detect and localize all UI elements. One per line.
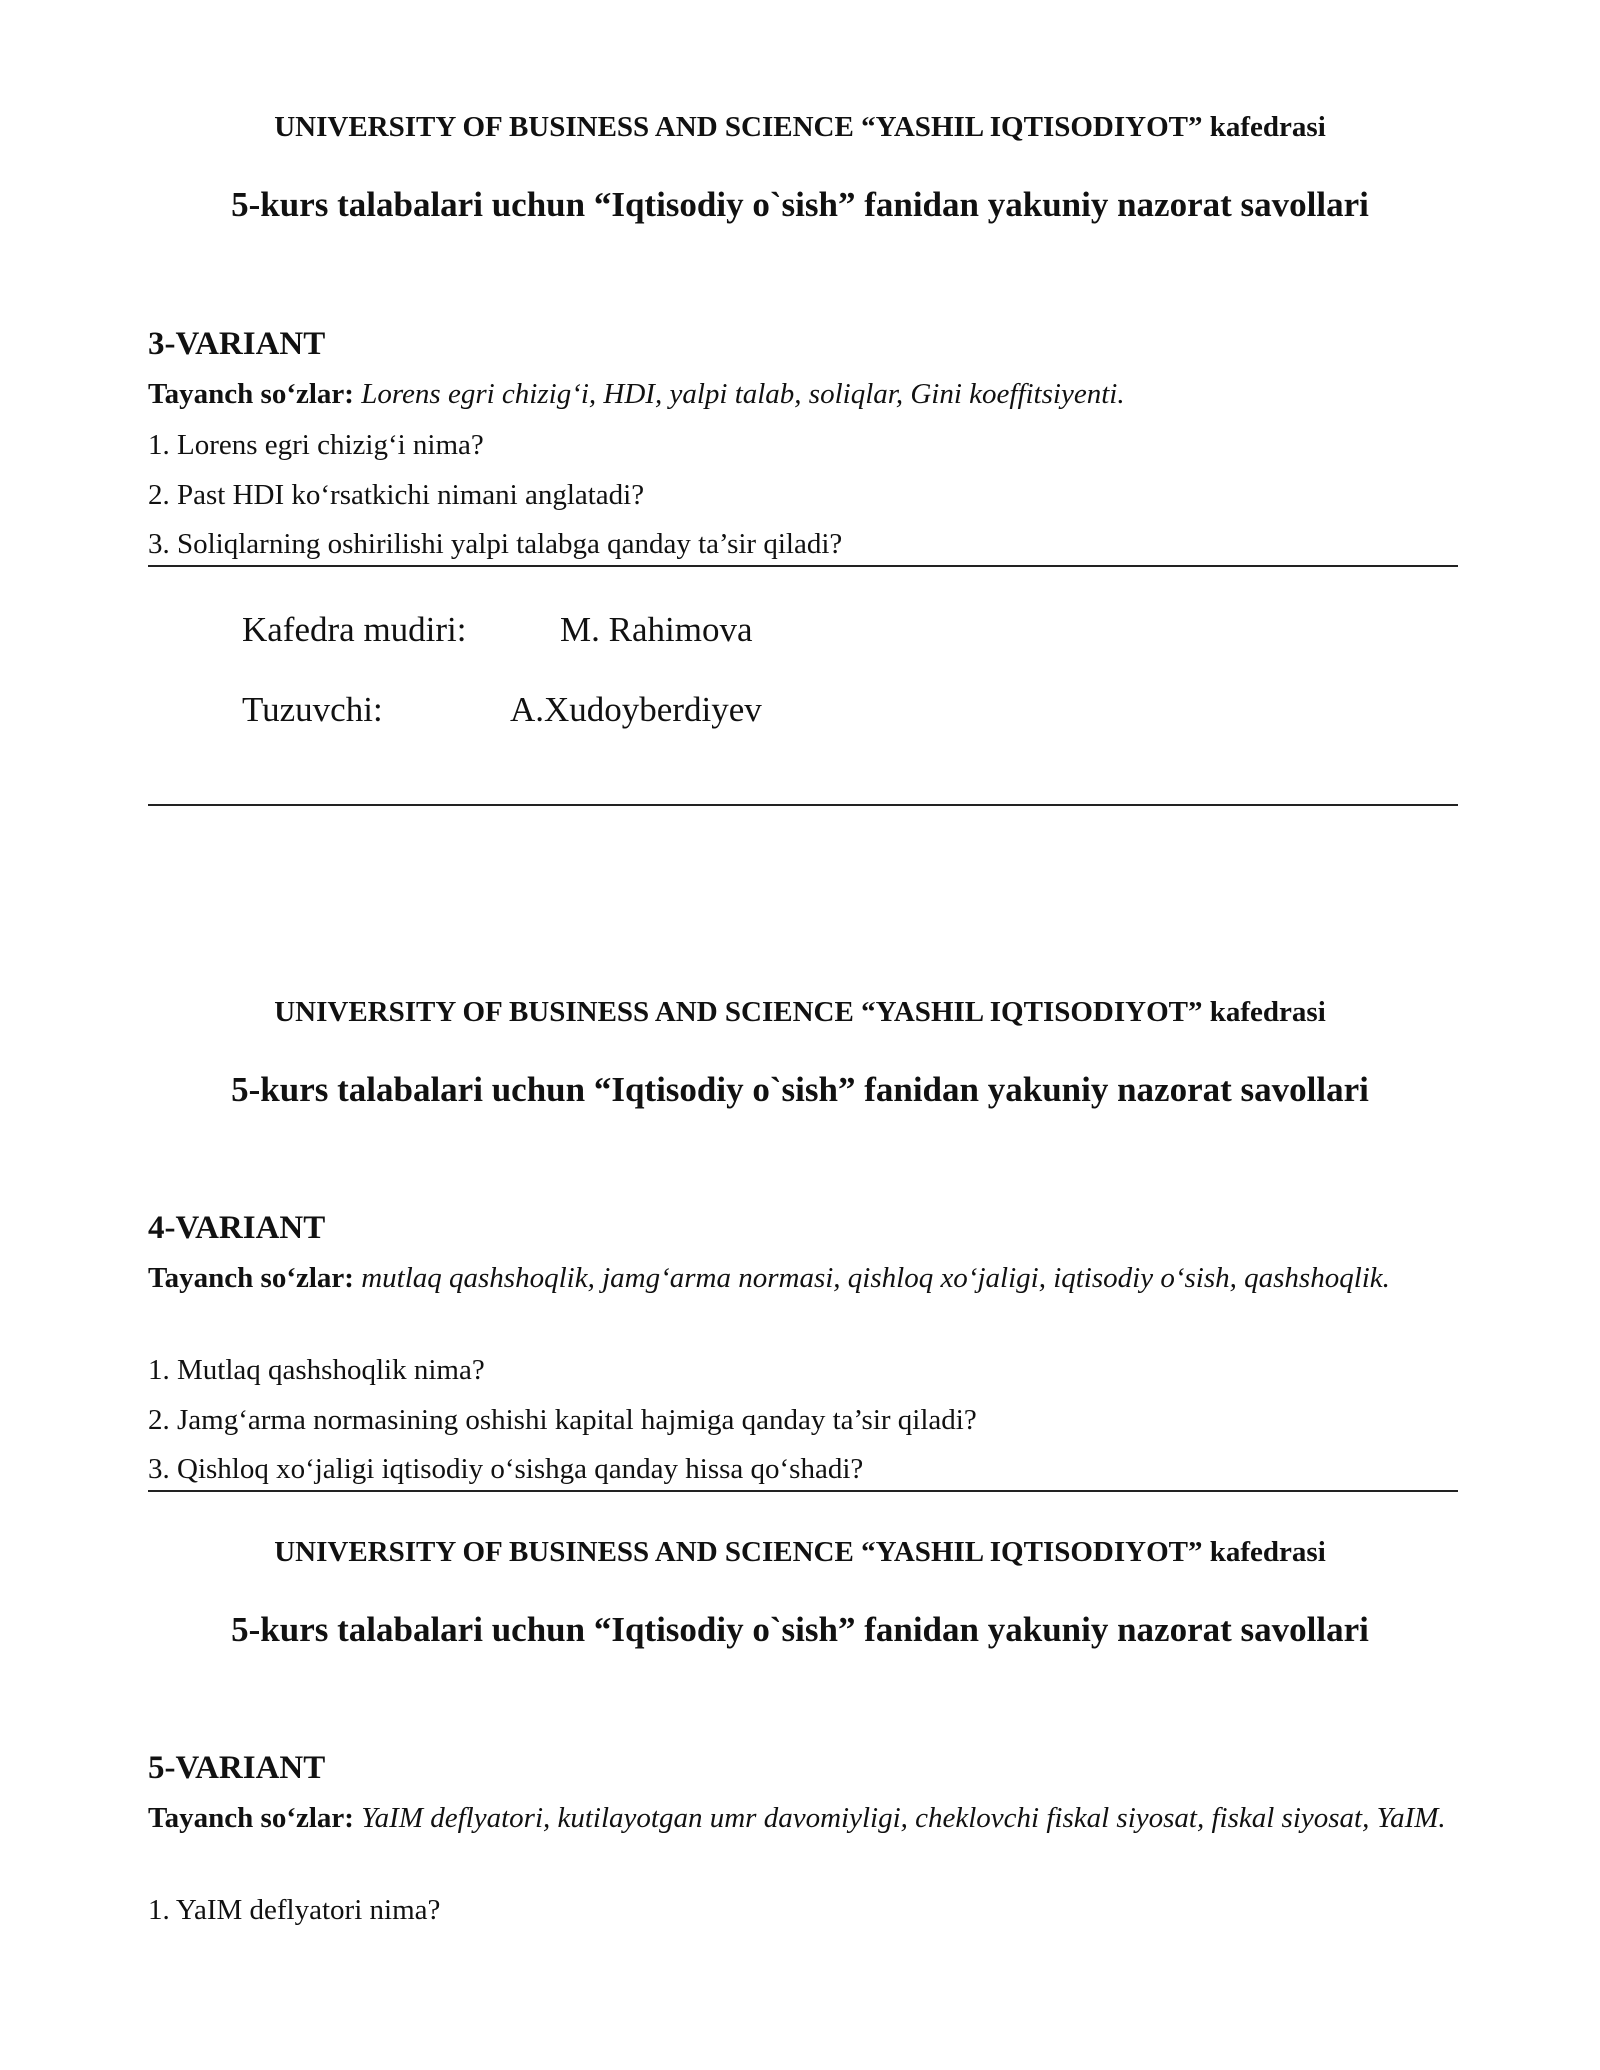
question-item: 2. Past HDI ko‘rsatkichi nimani anglatadi? (148, 479, 645, 511)
question-item: 1. Mutlaq qashshoqlik nima? (148, 1354, 485, 1386)
question-item: 2. Jamg‘arma normasining oshishi kapital hajmiga qanday ta’sir qiladi? (148, 1404, 977, 1436)
keywords-text: YaIM deflyatori, kutilayotgan umr davomiyligi, cheklovchi fiskal siyosat, fiskal siyosat, YaIM. (361, 1802, 1446, 1834)
variant-heading: 5-VARIANT (148, 1750, 326, 1786)
keywords-label: Tayanch so‘zlar: (148, 1262, 354, 1294)
course-title: 5-kurs talabalari uchun “Iqtisodiy o`sish” fanidan yakuniy nazorat savollari (231, 1070, 1369, 1109)
keywords-line (148, 1798, 1458, 1839)
question-item: 3. Soliqlarning oshirilishi yalpi talabga qanday ta’sir qiladi? (148, 528, 843, 560)
course-title: 5-kurs talabalari uchun “Iqtisodiy o`sish” fanidan yakuniy nazorat savollari (231, 185, 1369, 224)
keywords-label: Tayanch so‘zlar: (148, 378, 354, 410)
variant-heading: 3-VARIANT (148, 326, 326, 362)
university-header: UNIVERSITY OF BUSINESS AND SCIENCE “YASHIL IQTISODIYOT” kafedrasi (274, 996, 1326, 1028)
keywords-text: Lorens egri chizig‘i, HDI, yalpi talab, soliqlar, Gini koeffitsiyenti. (361, 378, 1125, 410)
question-item: 1. Lorens egri chizig‘i nima? (148, 429, 484, 461)
question-item: 3. Qishloq xo‘jaligi iqtisodiy o‘sishga qanday hissa qo‘shadi? (148, 1453, 864, 1485)
university-header: UNIVERSITY OF BUSINESS AND SCIENCE “YASHIL IQTISODIYOT” kafedrasi (274, 1536, 1326, 1568)
keywords-label: Tayanch so‘zlar: (148, 1802, 354, 1834)
head-of-department-label: Kafedra mudiri: (242, 610, 467, 649)
head-of-department-name: M. Rahimova (560, 610, 753, 649)
course-title: 5-kurs talabalari uchun “Iqtisodiy o`sish” fanidan yakuniy nazorat savollari (231, 1610, 1369, 1649)
compiler-name: A.Xudoyberdiyev (510, 690, 762, 729)
keywords-line (148, 1258, 1458, 1299)
divider-line (148, 1490, 1458, 1492)
keywords-text: mutlaq qashshoqlik, jamg‘arma normasi, qishloq xo‘jaligi, iqtisodiy o‘sish, qashshoqlik. (361, 1262, 1390, 1294)
question-item: 1. YaIM deflyatori nima? (148, 1894, 441, 1926)
keywords-line (148, 374, 1458, 415)
divider-line (148, 565, 1458, 567)
divider-line (148, 804, 1458, 806)
variant-heading: 4-VARIANT (148, 1210, 326, 1246)
university-header: UNIVERSITY OF BUSINESS AND SCIENCE “YASHIL IQTISODIYOT” kafedrasi (274, 111, 1326, 143)
compiler-label: Tuzuvchi: (242, 690, 383, 729)
